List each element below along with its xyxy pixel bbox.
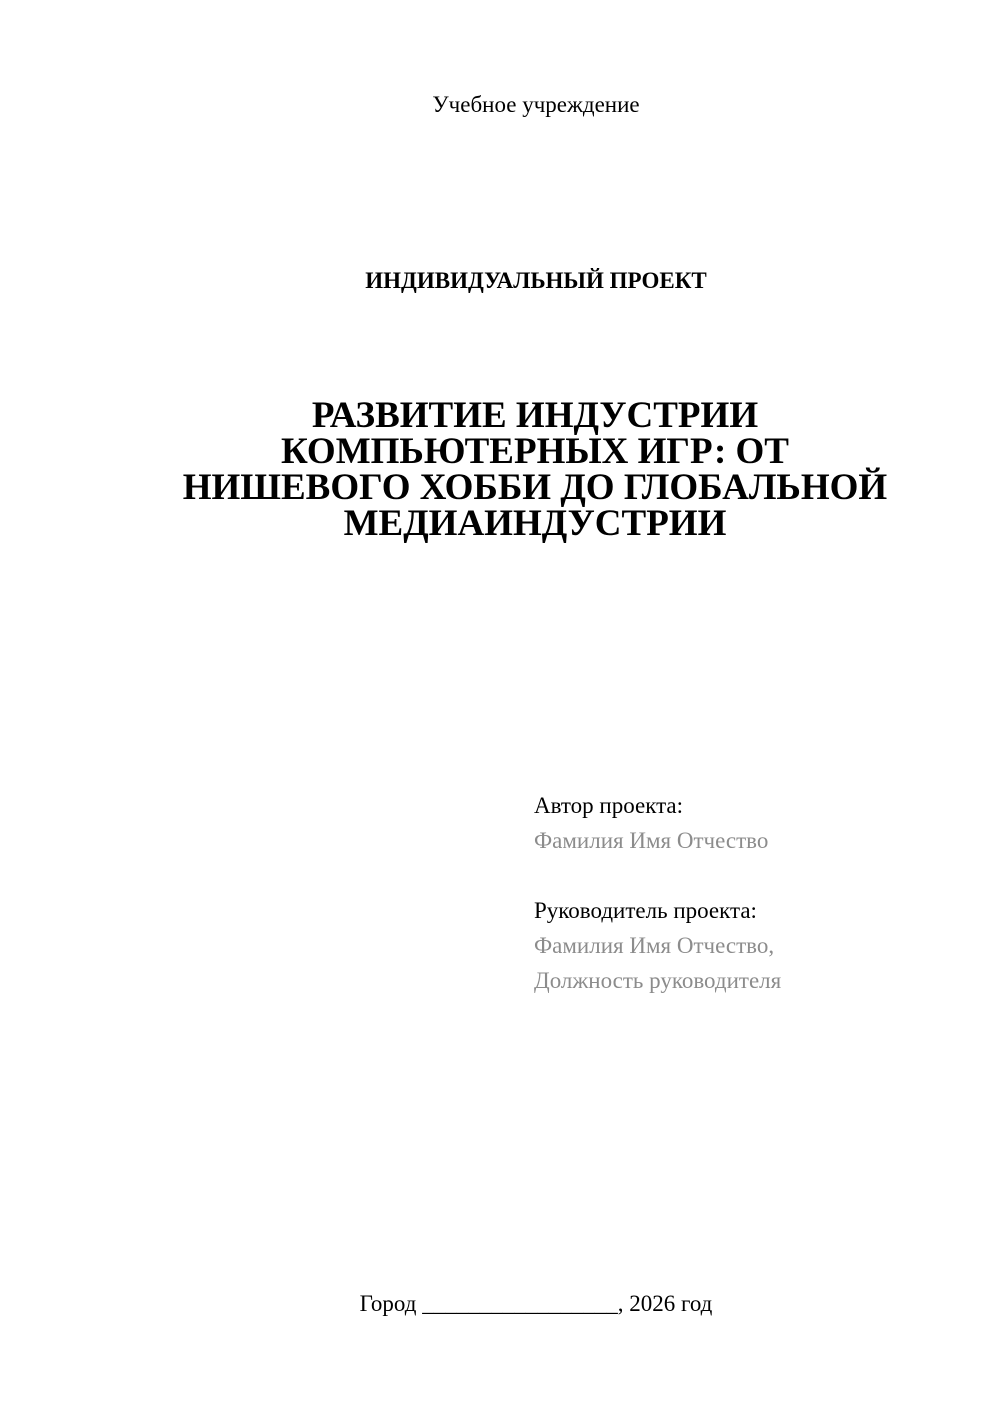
spacer	[534, 858, 781, 893]
city-year-line: Город _________________, 2026 год	[359, 1291, 713, 1316]
credits-block	[534, 788, 781, 998]
document-type: ИНДИВИДУАЛЬНЫЙ ПРОЕКТ	[365, 268, 707, 293]
author-name: Фамилия Имя Отчество	[534, 828, 769, 853]
title-line: НИШЕВОГО ХОББИ ДО ГЛОБАЛЬНОЙ	[182, 467, 888, 508]
title-line: РАЗВИТИЕ ИНДУСТРИИ	[311, 395, 759, 436]
supervisor-position: Должность руководителя	[534, 968, 782, 993]
title-line: МЕДИАИНДУСТРИИ	[343, 503, 727, 544]
supervisor-name: Фамилия Имя Отчество,	[534, 933, 775, 958]
author-label: Автор проекта:	[534, 793, 683, 818]
title-line: КОМПЬЮТЕРНЫХ ИГР: ОТ	[281, 431, 789, 472]
institution-name: Учебное учреждение	[432, 92, 640, 117]
supervisor-label: Руководитель проекта:	[534, 898, 757, 923]
project-title	[160, 395, 910, 544]
